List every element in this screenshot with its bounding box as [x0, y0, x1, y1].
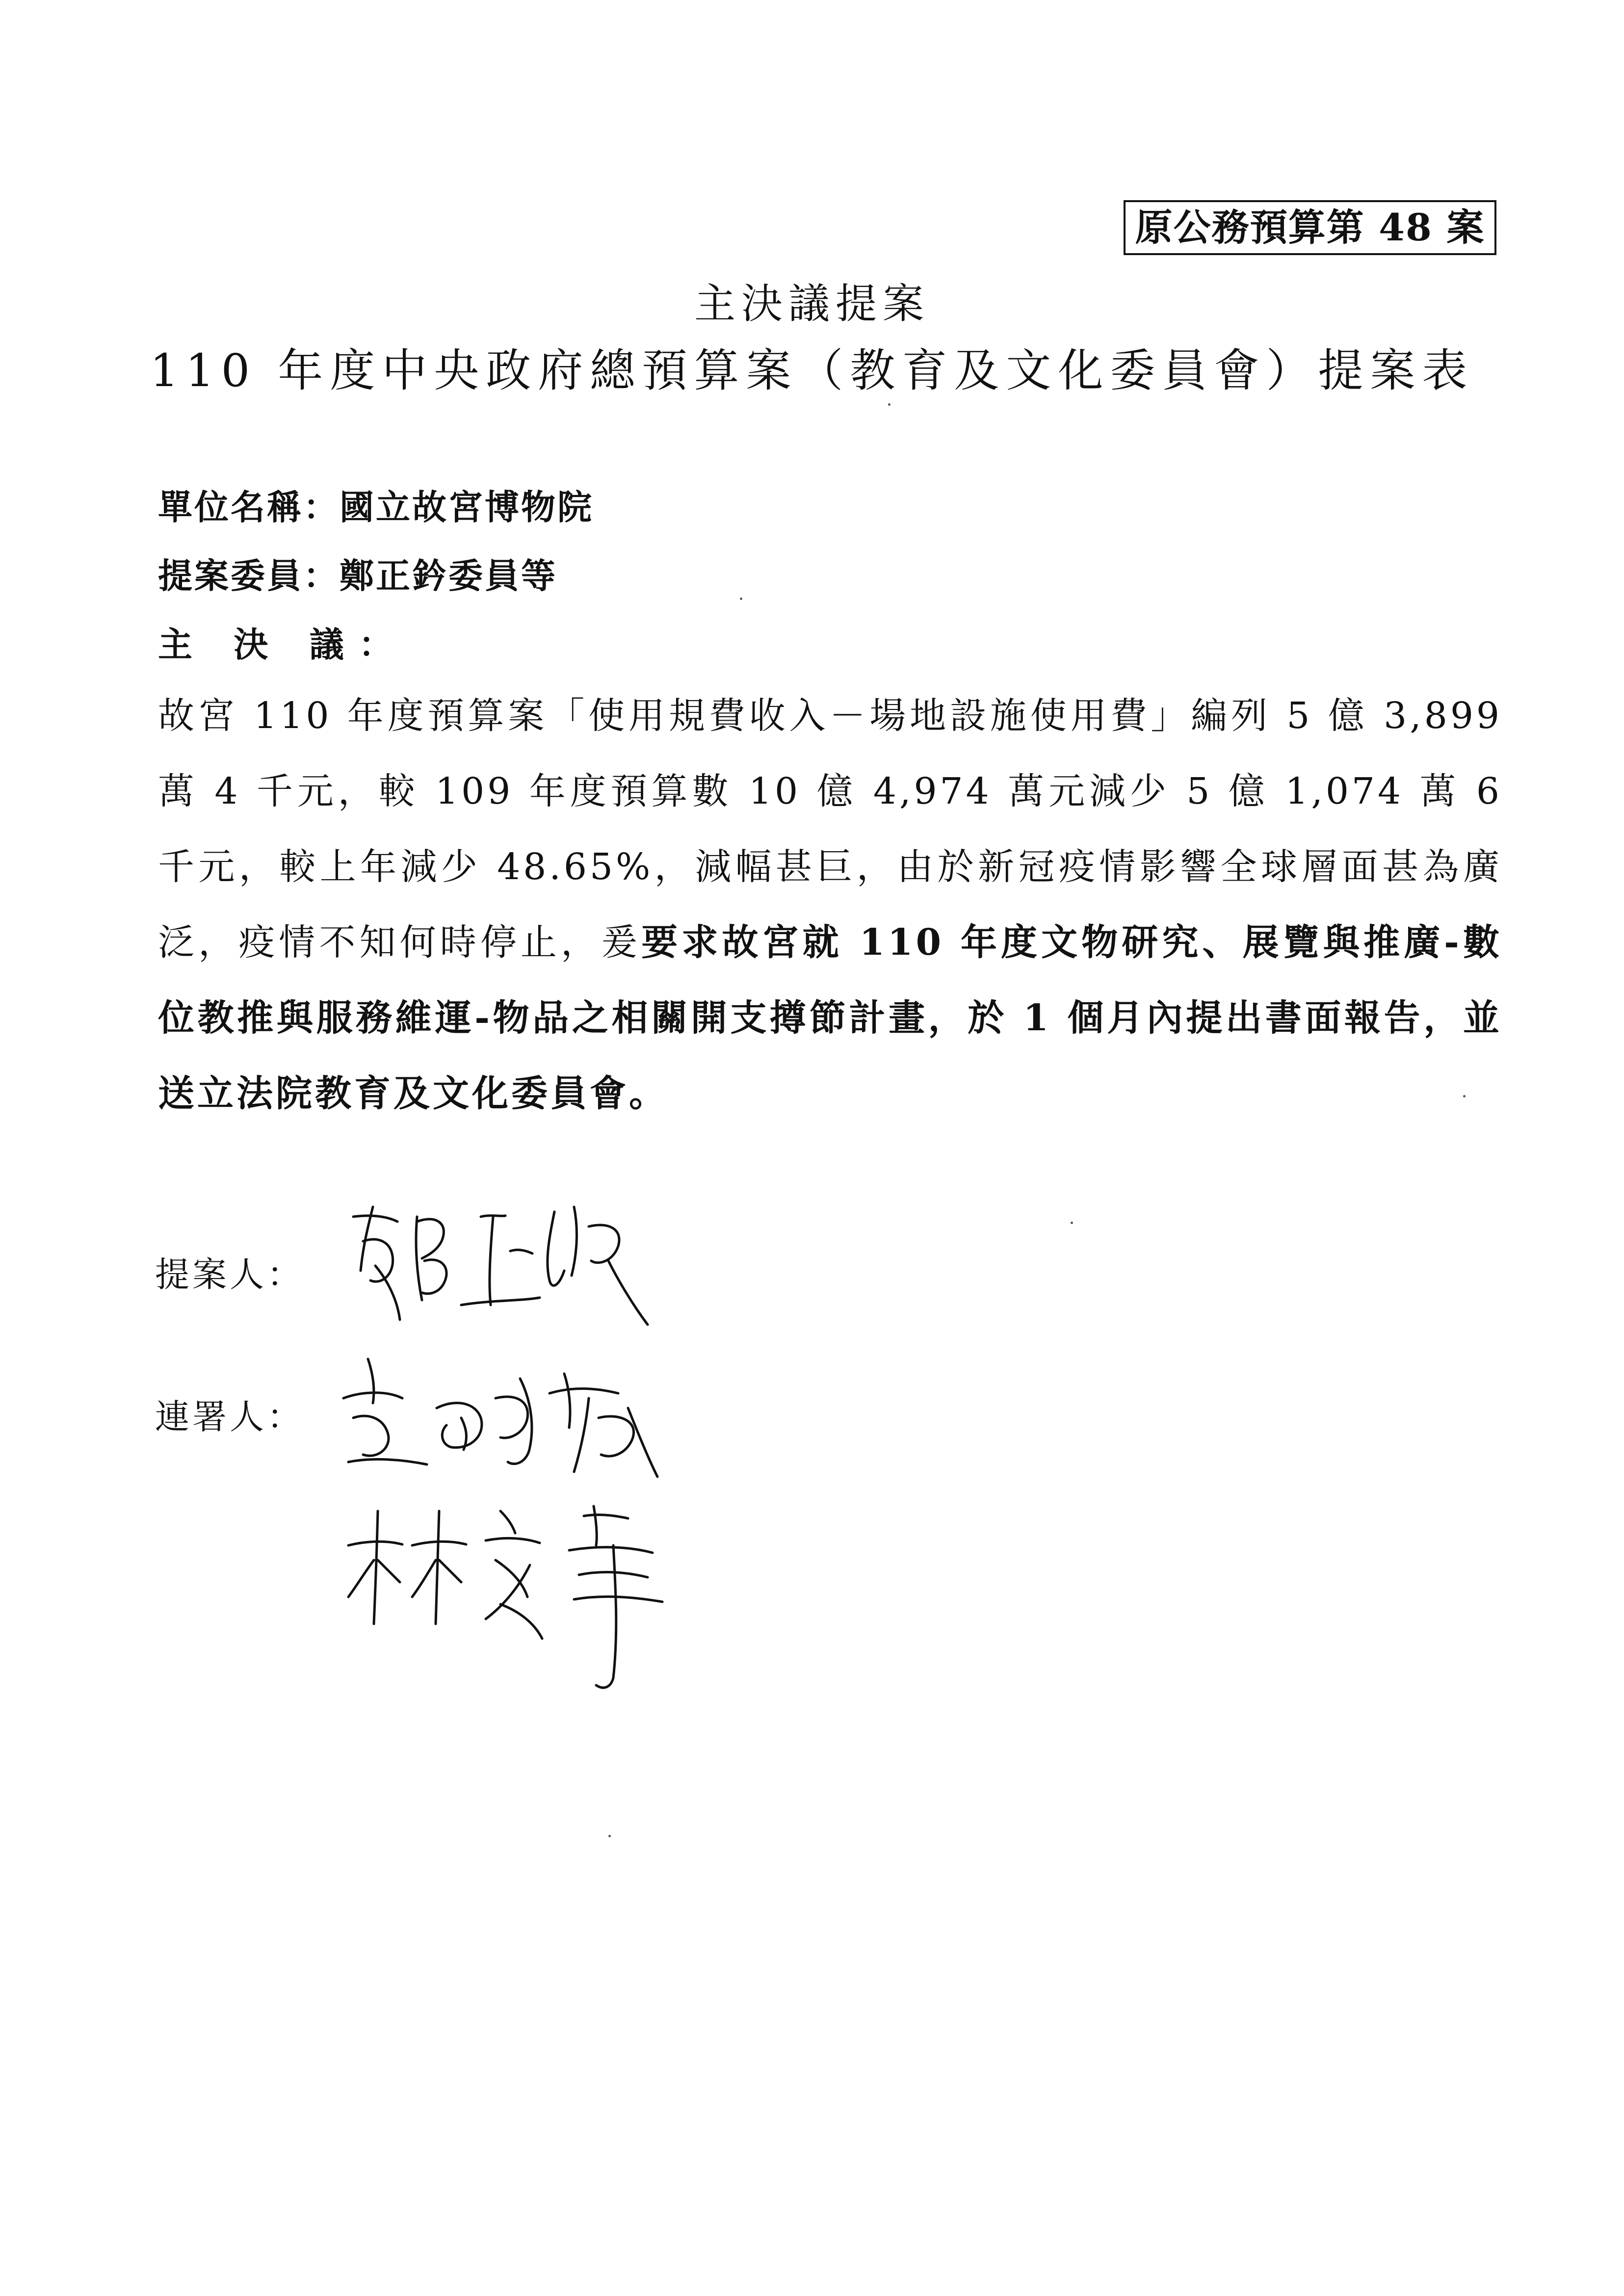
scan-speck	[740, 598, 742, 600]
scan-speck	[1071, 1222, 1073, 1224]
cosigner-signature-1	[334, 1344, 677, 1491]
unit-name-field: 單位名稱：國立故宮博物院	[158, 487, 594, 527]
resolution-body	[158, 678, 1502, 1131]
proposer-label: 提案人：	[155, 1254, 304, 1295]
resolution-body-plain: 故宮 110 年度預算案「使用規費收入－場地設施使用費」編列 5 億 3,899 萬 4 千元，較 109 年度預算數 10 億 4,974 萬元減少 5 億 1,074 萬 6 千元，較上年減少 48.65%，減幅甚巨，由於新冠疫情影響全球層面甚為廣泛，疫情不知何時停止，爰	[158, 695, 1502, 964]
case-number-box: 原公務預算第 48 案	[1124, 200, 1496, 255]
proposing-member-field: 提案委員：鄭正鈐委員等	[158, 555, 557, 596]
proposer-signature	[343, 1187, 677, 1334]
resolution-label: 主 決 議：	[158, 624, 408, 665]
cosigner-label: 連署人：	[155, 1397, 304, 1437]
document-heading: 主決議提案	[694, 280, 930, 328]
resolution-body-request: 要求故宮就 110 年度文物研究、展覽與推廣-數位教推與服務維運-物品之相關開支撙節計畫，於 1 個月內提出書面報告，並送立法院教育及文化委員會。	[158, 921, 1502, 1115]
cosigner-signature-2	[339, 1491, 692, 1697]
scan-speck	[1463, 1095, 1466, 1097]
scan-speck	[608, 1835, 611, 1837]
scan-speck	[888, 403, 891, 406]
document-title: 110 年度中央政府總預算案（教育及文化委員會）提案表	[150, 344, 1474, 397]
